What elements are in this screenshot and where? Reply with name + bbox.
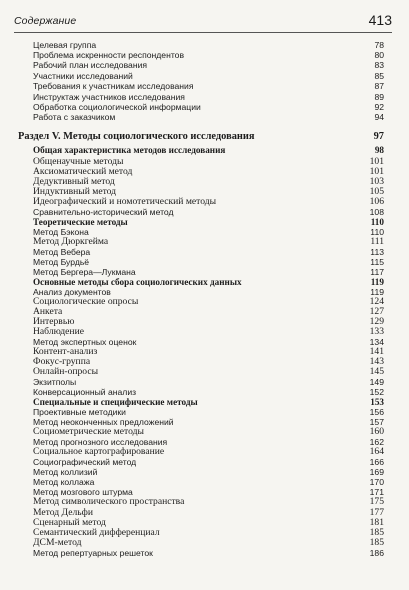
toc-entry-page: 185	[369, 537, 384, 548]
toc-entry-title: Метод символического пространства	[33, 496, 185, 507]
toc-entry	[33, 197, 384, 207]
toc-entry-page: 143	[369, 356, 384, 367]
toc-entry-title: Метод Бергера—Лукмана	[33, 267, 136, 277]
toc-entry-title: Инструктаж участников исследования	[33, 92, 185, 102]
toc-entry-page: 169	[369, 467, 384, 477]
toc-section-heading	[18, 131, 384, 143]
toc-entry-title: Фокус-группа	[33, 356, 91, 367]
toc-entry-page: 111	[370, 236, 384, 247]
toc-entry-page: 83	[374, 60, 384, 70]
toc-entry-title: Метод Вебера	[33, 247, 91, 257]
toc-entry	[33, 327, 384, 337]
toc-entry	[33, 71, 384, 81]
toc-entry-page: 119	[370, 277, 384, 287]
toc-entry-page: 129	[369, 316, 384, 327]
toc-entry-title: Общенаучные методы	[33, 156, 124, 167]
toc-entry	[33, 50, 384, 60]
toc-entry-title: Метод коллизий	[33, 467, 98, 477]
toc-entry	[33, 307, 384, 317]
toc-entry-page: 186	[369, 548, 384, 558]
toc-entry-page: 105	[369, 186, 384, 197]
toc-entry-title: Социальное картографирование	[33, 446, 165, 457]
toc-entry	[33, 102, 384, 112]
toc-entry-title: Метод Бэкона	[33, 227, 89, 237]
toc-entry-title: Проективные методики	[33, 407, 126, 417]
toc-entry-page: 160	[369, 426, 384, 437]
toc-entry-page: 98	[374, 145, 384, 155]
toc-subheading	[33, 277, 384, 287]
toc-entry	[33, 427, 384, 437]
toc-entry-page: 115	[370, 257, 384, 267]
toc-entry-page: 80	[374, 50, 384, 60]
toc-entry	[33, 407, 384, 417]
toc-entry	[33, 477, 384, 487]
toc-entry-page: 185	[369, 527, 384, 538]
toc-entry-title: Общая характеристика методов исследования	[33, 145, 226, 155]
toc-entry-page: 177	[369, 507, 384, 518]
toc-entry	[33, 247, 384, 257]
toc-entry-page: 108	[369, 207, 384, 217]
toc-entry-page: 149	[369, 377, 384, 387]
toc-entry-page: 113	[370, 247, 384, 257]
toc-entry-title: Проблема искренности респондентов	[33, 50, 185, 60]
toc-entry	[33, 267, 384, 277]
toc-subheading	[33, 397, 384, 407]
toc-entry-page: 170	[369, 477, 384, 487]
toc-entry-page: 87	[374, 81, 384, 91]
toc-entry-title: Работа с заказчиком	[33, 112, 116, 122]
toc-entry	[33, 92, 384, 102]
toc-entry	[33, 257, 384, 267]
toc-entry-page: 166	[369, 457, 384, 467]
toc-entry-page: 162	[369, 437, 384, 447]
toc-entry-title: Конверсационный анализ	[33, 387, 137, 397]
toc-entry-title: Сценарный метод	[33, 517, 106, 528]
toc-entry-title: Идеографический и номотетический методы	[33, 196, 217, 207]
toc-entry-title: Сравнительно-исторический метод	[33, 207, 174, 217]
toc-entry-title: Анализ документов	[33, 287, 111, 297]
toc-entry-page: 153	[370, 397, 384, 407]
toc-entry-page: 157	[369, 417, 384, 427]
toc-entry	[33, 112, 384, 122]
toc-entry-title: Целевая группа	[33, 40, 97, 50]
toc-entry-title: Экзитполы	[33, 377, 77, 387]
toc-entry-title: Семантический дифференциал	[33, 527, 160, 538]
toc-entry-page: 117	[370, 267, 384, 277]
toc-entry-title: Метод Дюркгейма	[33, 236, 109, 247]
toc-entry-title: Наблюдение	[33, 326, 84, 337]
toc-entry-page: 156	[369, 407, 384, 417]
toc-entry	[33, 528, 384, 538]
toc-entry-title: Метод прогнозного исследования	[33, 437, 168, 447]
toc-entry	[33, 377, 384, 387]
toc-entry-title: Метод экспертных оценок	[33, 337, 137, 347]
toc-entry-page: 171	[369, 487, 384, 497]
toc-entry-page: 78	[374, 40, 384, 50]
toc-entry-page: 94	[374, 112, 384, 122]
toc-entry-title: Анкета	[33, 306, 63, 317]
toc-entry-title: Индуктивный метод	[33, 186, 117, 197]
toc-entry-page: 175	[369, 496, 384, 507]
toc-entry-page: 101	[369, 166, 384, 177]
toc-entry-title: Специальные и специфические методы	[33, 397, 198, 407]
toc-entry-page: 101	[369, 156, 384, 167]
toc-entry-page: 97	[373, 131, 384, 142]
toc-entry-title: Обработка социологической информации	[33, 102, 201, 112]
toc-entry-page: 92	[374, 102, 384, 112]
toc-entry-title: Интервью	[33, 316, 75, 327]
toc-entry	[33, 467, 384, 477]
toc-entry-title: Дедуктивный метод	[33, 176, 115, 187]
toc-entry-title: Метод коллажа	[33, 477, 95, 487]
toc-entry	[33, 538, 384, 548]
page-number: 413	[368, 12, 392, 28]
toc-entry	[33, 297, 384, 307]
toc-entry-title: Теоретические методы	[33, 217, 128, 227]
running-head-title: Содержание	[14, 15, 77, 27]
toc-entry-page: 110	[370, 217, 384, 227]
toc-entry-page: 145	[369, 366, 384, 377]
toc-entry-title: Контент-анализ	[33, 346, 98, 357]
toc-subheading	[33, 217, 384, 227]
toc-entry-title: Социологические опросы	[33, 296, 139, 307]
toc-entry-page: 89	[374, 92, 384, 102]
toc-entry	[33, 207, 384, 217]
toc-entry-title: Рабочий план исследования	[33, 60, 148, 70]
toc-entry-title: Метод Дельфи	[33, 507, 93, 518]
toc-entry-page: 106	[369, 196, 384, 207]
toc-entry-title: Социометрические методы	[33, 426, 144, 437]
toc-entry-title: Участники исследований	[33, 71, 133, 81]
toc-entry	[33, 387, 384, 397]
toc-entry	[33, 457, 384, 467]
toc-subheading	[33, 145, 384, 155]
toc-entry	[33, 317, 384, 327]
toc-entry-title: Социографический метод	[33, 457, 137, 467]
toc-entry-page: 103	[369, 176, 384, 187]
toc-entry-title: ДСМ-метод	[33, 537, 82, 548]
toc-entry-page: 85	[374, 71, 384, 81]
toc-entry	[33, 40, 384, 50]
toc-entry	[33, 497, 384, 507]
toc-entry-page: 110	[370, 227, 384, 237]
toc-entry-title: Онлайн-опросы	[33, 366, 99, 377]
toc-entry-page: 181	[369, 517, 384, 528]
toc-entry-page: 134	[369, 337, 384, 347]
toc-entry-title: Метод Бурдьё	[33, 257, 90, 267]
toc-entry	[33, 81, 384, 91]
toc-entry-page: 127	[369, 306, 384, 317]
toc-entry-page: 164	[369, 446, 384, 457]
toc-entry-title: Метод мозгового штурма	[33, 487, 133, 497]
toc-entry-page: 124	[369, 296, 384, 307]
toc-entry	[33, 60, 384, 70]
toc-entry	[33, 447, 384, 457]
toc-entry-title: Метод репертуарных решеток	[33, 548, 153, 558]
toc-entry-title: Аксиоматический метод	[33, 166, 133, 177]
toc-entry	[33, 548, 384, 558]
toc-entry-page: 119	[370, 287, 384, 297]
toc-entry-page: 133	[369, 326, 384, 337]
toc-entry-title: Раздел V. Методы социологического исследования	[18, 131, 255, 142]
toc-entry-title: Требования к участникам исследования	[33, 81, 194, 91]
toc-entry	[33, 237, 384, 247]
toc-entry-title: Основные методы сбора социологических данных	[33, 277, 242, 287]
toc-entry	[33, 367, 384, 377]
toc-entry-title: Метод неоконченных предложений	[33, 417, 174, 427]
toc-entry-page: 141	[369, 346, 384, 357]
toc-entry-page: 152	[369, 387, 384, 397]
